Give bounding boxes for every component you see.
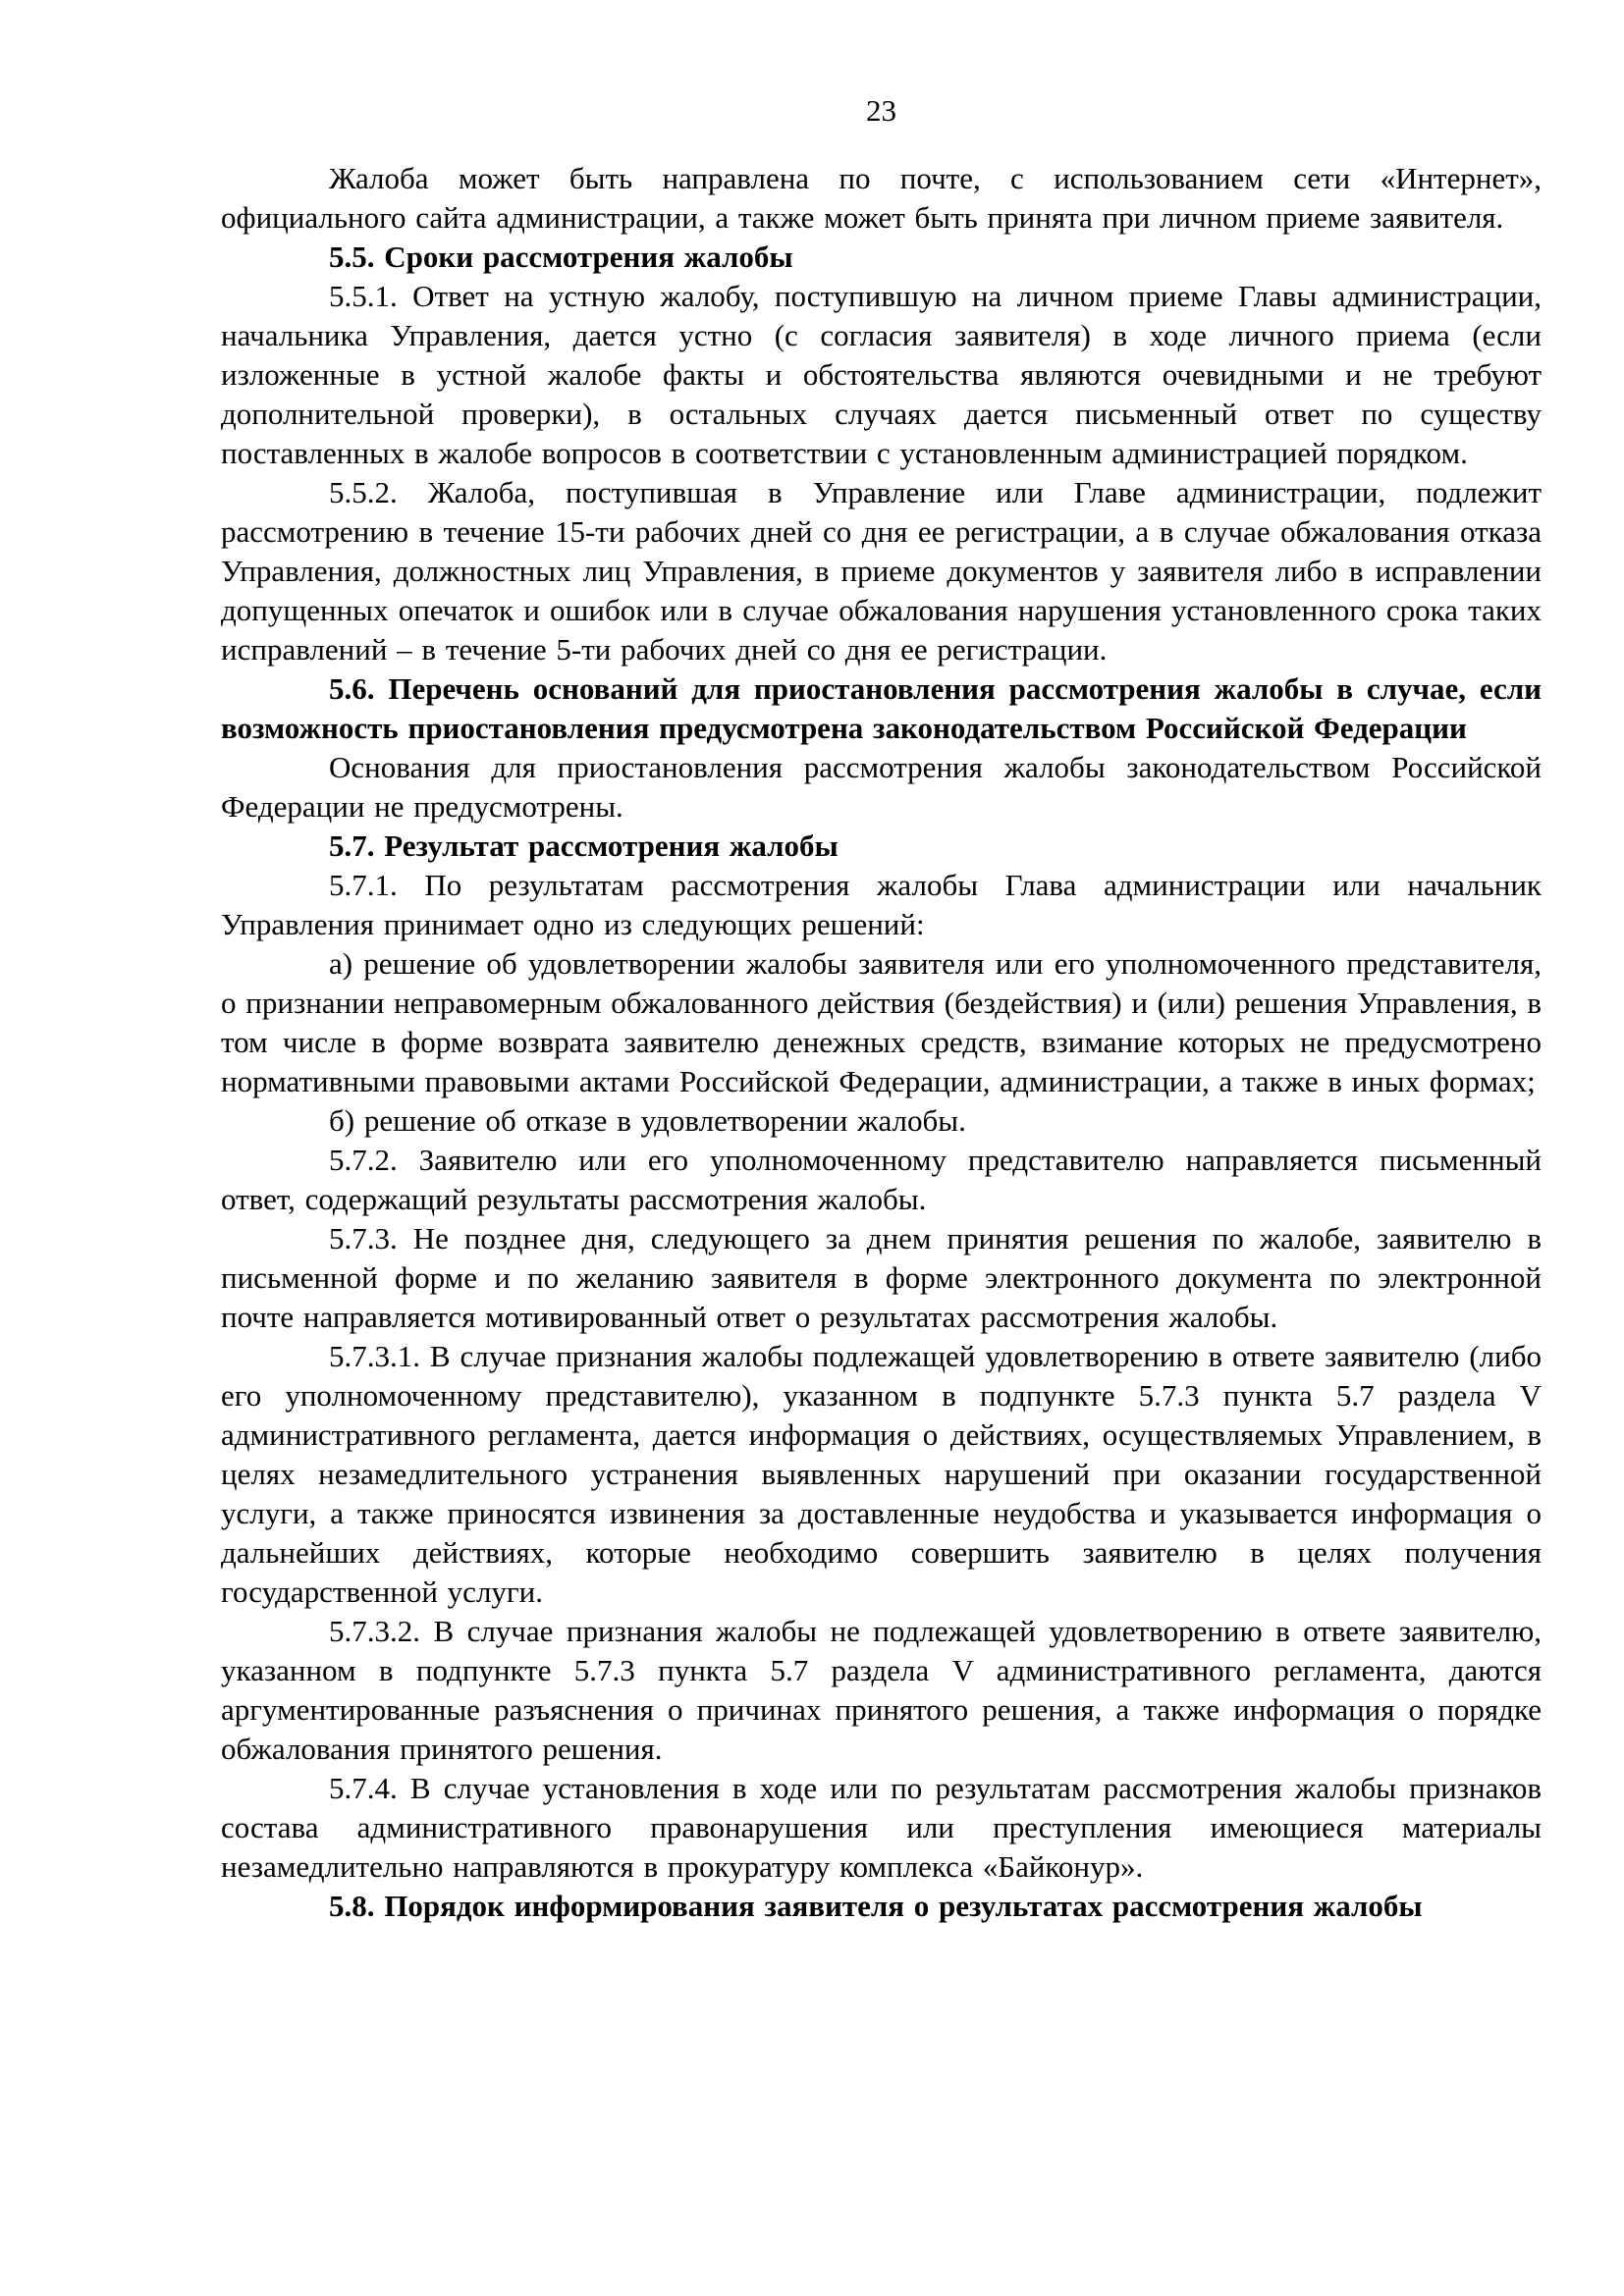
paragraph-complaint-channels: Жалоба может быть направлена по почте, с использованием сети «Интернет», официального сайта администрации, а также может быть принята при личном приеме заявителя. (221, 161, 1542, 235)
heading-5-6: 5.6. Перечень оснований для приостановления рассмотрения жалобы в случае, если возможность приостановления предусмотрена законодательством Российской Федерации (221, 671, 1542, 745)
paragraph-5-7-3-2: 5.7.3.2. В случае признания жалобы не подлежащей удовлетворению в ответе заявителю, указанном в подпункте 5.7.3 пункта 5.7 раздела V административного регламента, даются аргументированные разъяснения о причинах принятого решения, а также информация о порядке обжалования принятого решения. (221, 1614, 1542, 1766)
paragraph-5-7-4: 5.7.4. В случае установления в ходе или по результатам рассмотрения жалобы признаков состава административного правонарушения или преступления имеющиеся материалы незамедлительно направляются в прокуратуру комплекса «Байконур». (221, 1771, 1542, 1884)
paragraph-5-5-2: 5.5.2. Жалоба, поступившая в Управление или Главе администрации, подлежит рассмотрению в течение 15-ти рабочих дней со дня ее регистрации, а в случае обжалования отказа Управления, должностных лиц Управления, в приеме документов у заявителя либо в исправлении допущенных опечаток и ошибок или в случае обжалования нарушения установленного срока таких исправлений – в течение 5-ти рабочих дней со дня ее регистрации. (221, 475, 1542, 667)
paragraph-5-7-3-1: 5.7.3.1. В случае признания жалобы подлежащей удовлетворению в ответе заявителю (либо его уполномоченному представителю), указанном в подпункте 5.7.3 пункта 5.7 раздела V административного регламента, дается информация о действиях, осуществляемых Управлением, в целях незамедлительного устранения выявленных нарушений при оказании государственной услуги, а также приносятся извинения за доставленные неудобства и указывается информация о дальнейших действиях, которые необходимо совершить заявителю в целях получения государственной услуги. (221, 1339, 1542, 1609)
paragraph-5-5-1: 5.5.1. Ответ на устную жалобу, поступившую на личном приеме Главы администрации, начальника Управления, дается устно (с согласия заявителя) в ходе личного приема (если изложенные в устной жалобе факты и обстоятельства являются очевидными и не требуют дополнительной проверки), в остальных случаях дается письменный ответ по существу поставленных в жалобе вопросов в соответствии с установленным администрацией порядком. (221, 279, 1542, 470)
paragraph-5-7-1-b: б) решение об отказе в удовлетворении жалобы. (329, 1103, 966, 1138)
heading-5-7: 5.7. Результат рассмотрения жалобы (329, 828, 839, 863)
paragraph-5-6-body: Основания для приостановления рассмотрения жалобы законодательством Российской Федерации не предусмотрены. (221, 750, 1542, 824)
paragraph-5-7-1: 5.7.1. По результатам рассмотрения жалобы Глава администрации или начальник Управления принимает одно из следующих решений: (221, 868, 1542, 941)
document-body (221, 159, 1542, 1926)
heading-5-8: 5.8. Порядок информирования заявителя о результатах рассмотрения жалобы (329, 1889, 1423, 1923)
page-number: 23 (866, 93, 896, 128)
paragraph-5-7-2: 5.7.2. Заявителю или его уполномоченному представителю направляется письменный ответ, содержащий результаты рассмотрения жалобы. (221, 1143, 1542, 1216)
paragraph-5-7-1-a: а) решение об удовлетворении жалобы заявителя или его уполномоченного представителя, о признании неправомерным обжалованного действия (бездействия) и (или) решения Управления, в том числе в форме возврата заявителю денежных средств, взимание которых не предусмотрено нормативными правовыми актами Российской Федерации, администрации, а также в иных формах; (221, 946, 1542, 1098)
heading-5-5: 5.5. Сроки рассмотрения жалобы (329, 240, 793, 274)
paragraph-5-7-3: 5.7.3. Не позднее дня, следующего за днем принятия решения по жалобе, заявителю в письменной форме и по желанию заявителя в форме электронного документа по электронной почте направляется мотивированный ответ о результатах рассмотрения жалобы. (221, 1221, 1542, 1334)
